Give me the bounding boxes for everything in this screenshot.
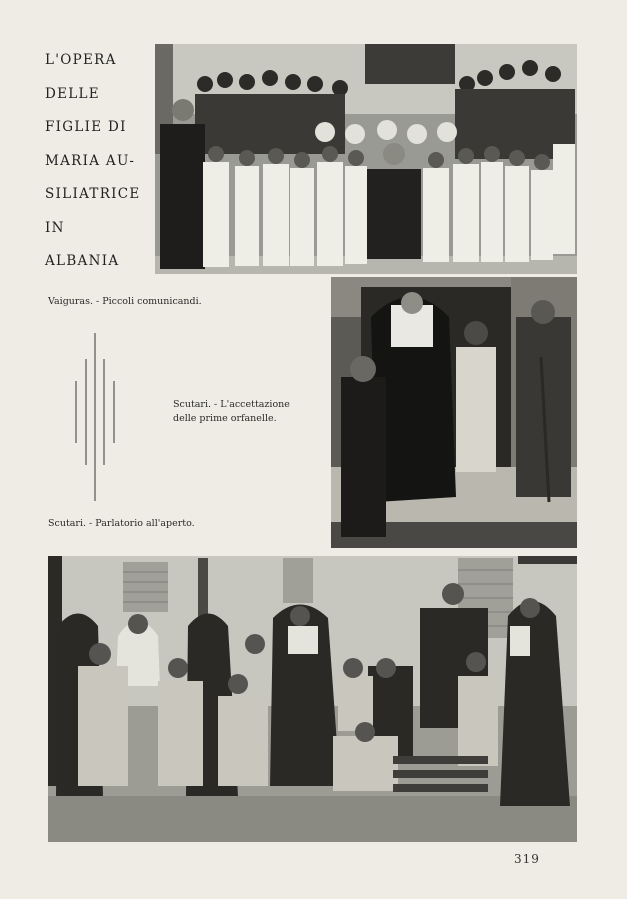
title-line: L'OPERA <box>45 52 117 68</box>
caption-line: Scutari. - L'accettazione <box>173 399 290 410</box>
page-number: 319 <box>514 852 540 866</box>
caption-scutari-parlatorio: Scutari. - Parlatorio all'aperto. <box>48 518 195 529</box>
page-title <box>45 44 155 279</box>
title-line: MARIA AU- <box>45 152 136 169</box>
decorative-lines-ornament <box>72 333 118 501</box>
photo-vaiguras-communicants <box>155 44 577 274</box>
caption-line: delle prime orfanelle. <box>173 413 277 424</box>
photo-scutari-orphans <box>331 277 577 548</box>
photo-scutari-parlatorio <box>48 556 577 842</box>
title-line: ALBANIA <box>45 253 120 269</box>
title-line: DELLE <box>45 85 100 102</box>
title-line: SILIATRICE <box>45 186 141 202</box>
title-line: FIGLIE DI <box>45 119 127 135</box>
caption-scutari-accettazione <box>173 398 290 426</box>
title-line: IN <box>45 219 65 236</box>
caption-vaiguras: Vaiguras. - Piccoli comunicandi. <box>48 296 202 307</box>
